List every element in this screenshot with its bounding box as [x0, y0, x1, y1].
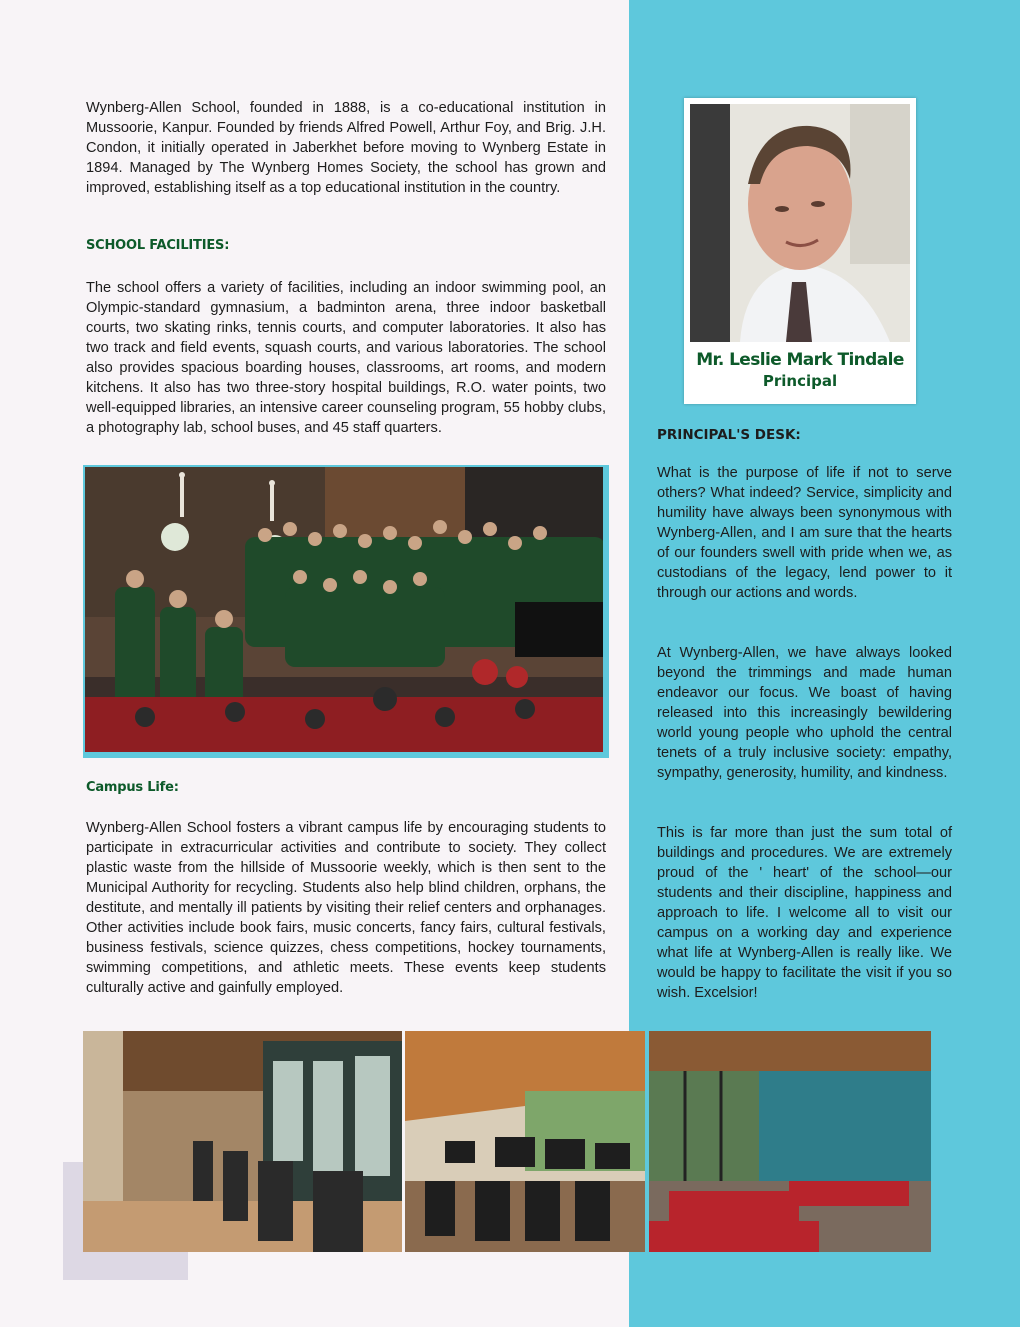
principal-name: Mr. Leslie Mark Tindale	[696, 350, 904, 370]
table-tennis-room-photo	[649, 1031, 931, 1252]
campus-life-heading: Campus Life:	[86, 780, 179, 795]
principals-desk-heading: PRINCIPAL'S DESK:	[657, 427, 801, 443]
campus-life-paragraph: Wynberg-Allen School fosters a vibrant campus life by encouraging students to participate in extracurricular activities and contribute to society. They collect plastic waste from the hillside of Mussoorie weekly, which is then sent to the Municipal Authority for recycling. Students also help blind children, orphans, the destitute, and mentally ill patients by visiting their relief centers and orphanages. Other activities include book fairs, music concerts, fancy fairs, cultural festivals, business festivals, science quizzes, chess competitions, hockey tournaments, swimming competitions, and athletic meets. These events keep students culturally active and gainfully employed.	[86, 820, 606, 996]
principal-role: Principal	[762, 372, 838, 390]
gymnasium-photo	[83, 1031, 402, 1252]
facilities-heading: SCHOOL FACILITIES:	[86, 238, 230, 253]
principal-portrait-card	[684, 98, 916, 404]
desk-paragraph-2: At Wynberg-Allen, we have always looked beyond the trimmings and made human endeavor our focus. We boast of having released into this increasingly bewildering world young people who uphold the central tenets of a truly inclusive society: empathy, sympathy, generosity, humility, and kindness.	[657, 645, 952, 781]
choir-photo-frame	[83, 465, 609, 758]
desk-paragraph-3: This is far more than just the sum total of buildings and procedures. We are extremely proud of the ' heart' of the school—our students and their discipline, happiness and approach to life. I welcome all to visit our campus on a working day and experience what life at Wynberg-Allen is really like. We would be happy to facilitate the visit if you so wish. Excelsior!	[657, 825, 952, 1001]
computer-lab-photo	[405, 1031, 645, 1252]
desk-paragraph-1: What is the purpose of life if not to serve others? What indeed? Service, simplicity and humility have always been synonymous with Wynberg-Allen, and I am sure that the hearts of our founders swell with pride when we, as custodians of the legacy, lend power to it through our actions and words.	[657, 465, 952, 601]
choir-performance-photo	[85, 467, 603, 752]
principal-portrait-photo	[690, 104, 910, 342]
intro-paragraph: Wynberg-Allen School, founded in 1888, is a co-educational institution in Mussoorie, Kanpur. Founded by friends Alfred Powell, Arthur Foy, and Brig. J.H. Condon, it initially operated in Jaberkhet before moving to Wynberg Estate in 1894. Managed by The Wynberg Homes Society, the school has grown and improved, establishing itself as a top educational institution in the country.	[86, 100, 606, 196]
facilities-paragraph: The school offers a variety of facilities, including an indoor swimming pool, an Olympic-standard gymnasium, a badminton arena, three indoor basketball courts, two skating rinks, tennis courts, and computer laboratories. It also has two track and field events, squash courts, and various laboratories. The school also provides spacious boarding houses, classrooms, art rooms, and modern kitchens. It also has two three-story hospital buildings, R.O. water points, two well-equipped libraries, an intensive career counseling program, 55 hobby clubs, a photography lab, school buses, and 45 staff quarters.	[86, 280, 606, 436]
